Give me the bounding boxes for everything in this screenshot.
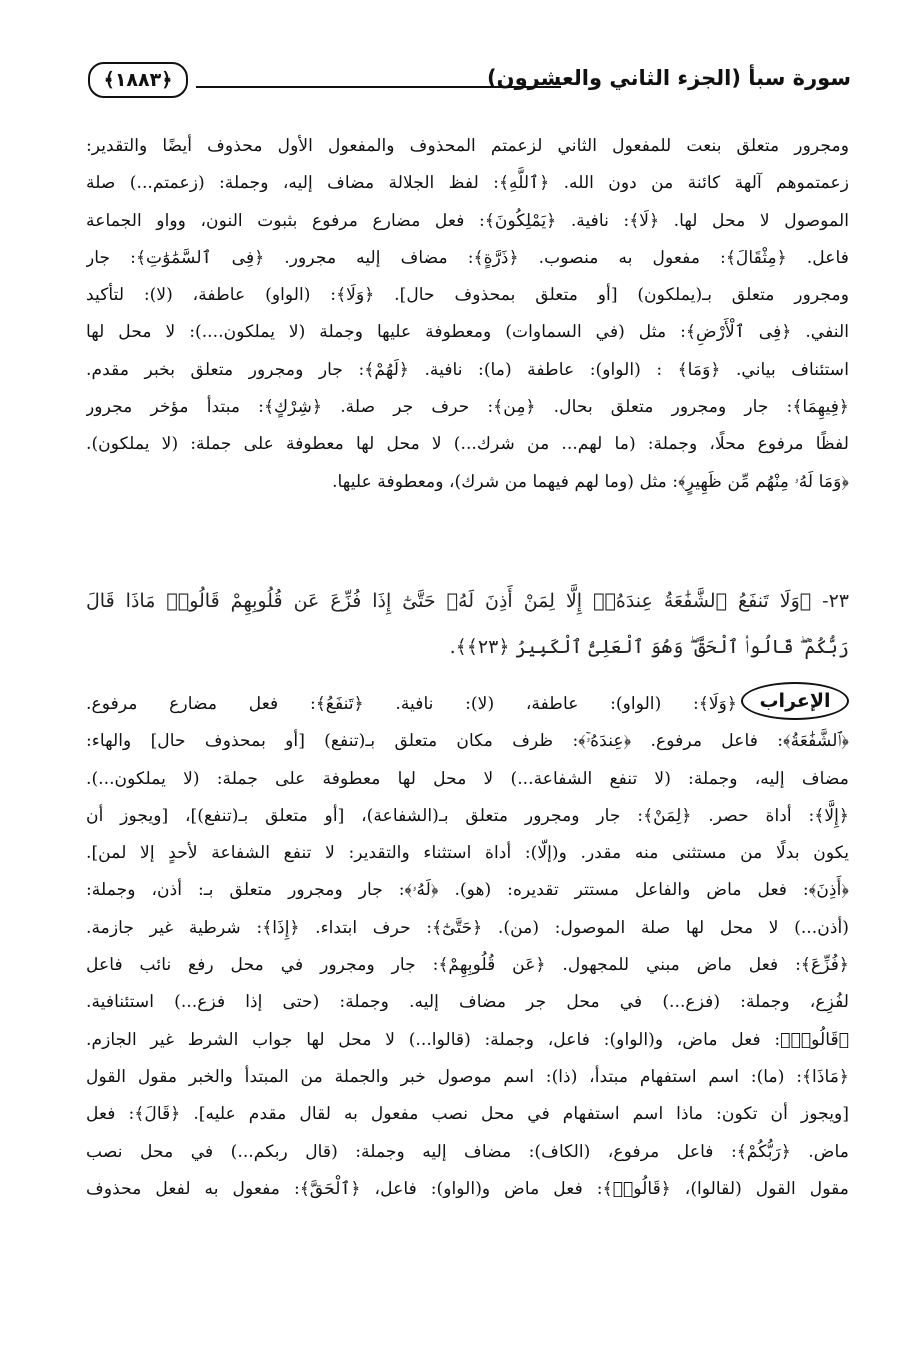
quran-verse <box>86 578 849 670</box>
body-line: ومجرور متعلق بـ(يملكون) [أو متعلق بمحذوف حال]. ﴿وَلَا﴾: (الواو) عاطفة، (لا): لتأكيد <box>86 285 849 306</box>
irab-line: لفُزِع، وجملة: (فزع...) في محل جر مضاف إليه. وجملة: (حتى إذا فزع...) استئنافية. <box>86 992 849 1013</box>
page-number: ﴿١٨٨٣﴾ <box>88 62 188 98</box>
irab-line: [ويجوز أن تكون: ماذا اسم استفهام في محل نصب مفعول به لقال مقدم عليه]. ﴿قَالَ﴾: فعل <box>86 1104 849 1125</box>
irab-line: ﴿مَاذَا﴾: (ما): اسم استفهام مبتدأ، (ذا): اسم موصول خبر والجملة من المبتدأ والخبر مقول القول <box>86 1066 849 1087</box>
irab-line: ماض. ﴿رَبُّكُمْ﴾: فاعل مرفوع، (الكاف): مضاف إليه وجملة: (قال ربكم...) في محل نصب <box>86 1141 849 1162</box>
irab-line: (أذن...) لا محل لها صلة الموصول: (من). ﴿حَتَّىٰٓ﴾: حرف ابتداء. ﴿إِذَا﴾: شرطية غير جازمة. <box>86 917 849 938</box>
irab-line: ﴿إِلَّا﴾: أداة حصر. ﴿لِمَنْ﴾: جار ومجرور متعلق بـ(الشفاعة)، [أو متعلق بـ(تنفع)]، [ويجوز أن <box>86 805 849 826</box>
irab-line: ﴿أَذِنَ﴾: فعل ماض والفاعل مستتر تقديره: (هو). ﴿لَهُۥ﴾: جار ومجرور متعلق بـ: أذن، وجملة: <box>86 880 849 901</box>
verse-line: ٢٣- ﴿وَلَا تَنفَعُ ٱلشَّفَٰعَةُ عِندَهُۥٓ إِلَّا لِمَنْ أَذِنَ لَهُۥ حَتَّىٰٓ إِذَا فُزِّعَ عَن قُلُوبِهِمْ قَالُوا۟ مَاذَا قَالَ <box>86 590 849 612</box>
irab-line: مضاف إليه، وجملة: (لا تنفع الشفاعة...) لا محل لها معطوفة على جملة: (لا يملكون...). <box>86 768 849 789</box>
body-line: الموصول لا محل لها. ﴿لَا﴾: نافية. ﴿يَمْلِكُونَ﴾: فعل مضارع مرفوع بثبوت النون، وواو الجماعة <box>86 210 849 231</box>
irab-paragraph <box>86 686 849 1208</box>
body-line: ﴿فِيهِمَا﴾: جار ومجرور متعلق بحال. ﴿مِن﴾: حرف جر صلة. ﴿شِرْكٍ﴾: مبتدأ مؤخر مجرور <box>86 397 849 418</box>
irab-heading: الإعراب <box>741 682 849 720</box>
body-line: زعمتموهم آلهة كائنة من دون الله. ﴿ٱللَّهِ﴾: لفظ الجلالة مضاف إليه، وجملة: (زعمتم...) صلة <box>86 173 849 194</box>
irab-line: ﴿فُزِّعَ﴾: فعل ماض مبني للمجهول. ﴿عَن قُلُوبِهِمْ﴾: جار ومجرور في محل رفع نائب فاعل <box>86 955 849 976</box>
irab-line: ﴿قَالُوا۟﴾: فعل ماض، و(الواو): فاعل، وجملة: (قالوا...) لا محل لها جواب الشرط غير الجازم. <box>86 1029 849 1050</box>
irab-line: يكون بدلًا من مستثنى منه مقدر. و(إلّا): أداة استثناء والتقدير: لا تنفع الشفاعة لأحدٍ إلا لمن]. <box>86 843 849 864</box>
body-line: فاعل. ﴿مِثْقَالَ﴾: مفعول به منصوب. ﴿ذَرَّةٍ﴾: مضاف إليه مجرور. ﴿فِى ٱلسَّمَٰوَٰتِ﴾: جار <box>86 247 849 268</box>
body-line: ومجرور متعلق بنعت للمفعول الثاني لزعمتم المحذوف والمفعول الأول محذوف أيضًا والتقدير: <box>86 136 849 156</box>
header-rule <box>196 86 561 88</box>
irab-line: مقول القول (لقالوا)، ﴿قَالُوا۟﴾: فعل ماض و(الواو): فاعل، ﴿ٱلْحَقَّ﴾: مفعول به لفعل محذوف <box>86 1178 849 1199</box>
irab-line: ﴿وَلَا﴾: (الواو): عاطفة، (لا): نافية. ﴿تَنفَعُ﴾: فعل مضارع مرفوع. <box>86 694 737 714</box>
surah-title: سورة سبأ (الجزء الثاني والعشرون) <box>487 66 851 90</box>
body-line: النفي. ﴿فِى ٱلْأَرْضِ﴾: مثل (في السماوات) ومعطوفة عليها وجملة (لا يملكون....): لا محل لها <box>86 322 849 343</box>
page-header <box>88 62 851 102</box>
body-line: استئناف بياني. ﴿وَمَا﴾ : (الواو): عاطفة (ما): نافية. ﴿لَهُمْ﴾: جار ومجرور متعلق بخبر مقدم. <box>86 359 849 380</box>
commentary-paragraph <box>86 128 849 501</box>
verse-line: رَبُّكُمْ ۖ قَالُوا۟ ٱلْحَقَّ ۖ وَهُوَ ٱلْعَلِىُّ ٱلْكَبِيرُ ﴿٢٣﴾﴾. <box>449 636 849 658</box>
irab-line: ﴿ٱلشَّفَٰعَةُ﴾: فاعل مرفوع. ﴿عِندَهُۥٓ﴾: ظرف مكان متعلق بـ(تنفع) [أو بمحذوف حال] والهاء: <box>86 731 849 752</box>
body-line: لفظًا مرفوع محلًا، وجملة: (ما لهم... من شرك...) لا محل لها معطوفة على جملة: (لا يملكون). <box>86 434 849 455</box>
body-line: ﴿وَمَا لَهُۥ مِنْهُم مِّن ظَهِيرٍ﴾: مثل (وما لهم فيهما من شرك)، ومعطوفة عليها. <box>332 471 849 492</box>
